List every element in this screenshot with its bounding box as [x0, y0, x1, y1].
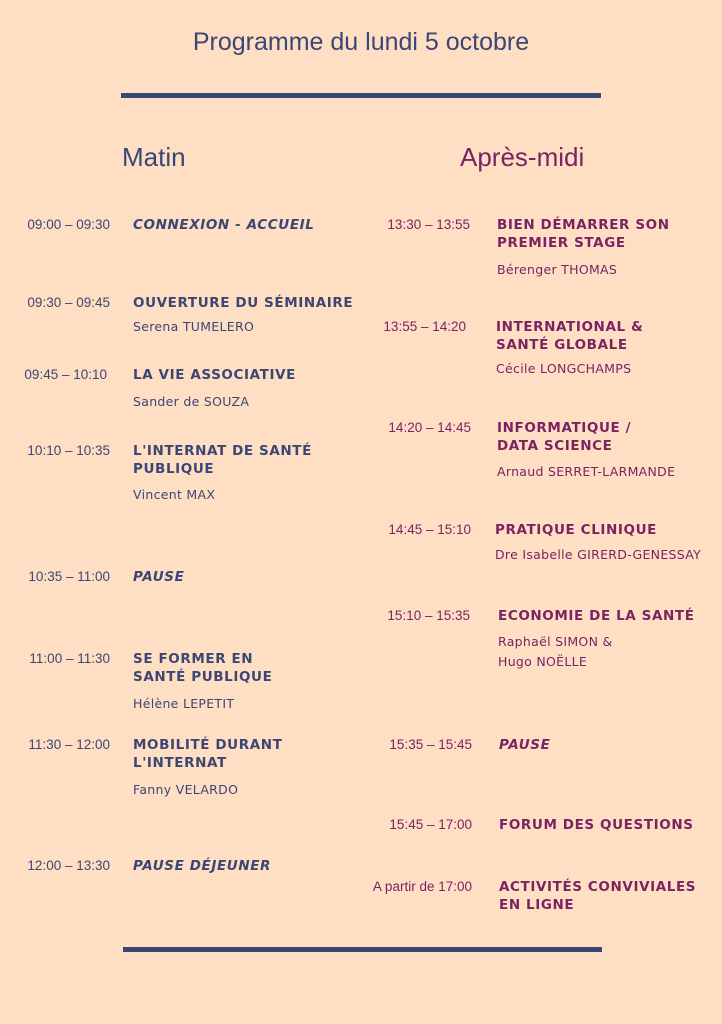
event-title: OUVERTURE DU SÉMINAIRE	[133, 295, 354, 311]
event-title: L'INTERNAT DE SANTÉ PUBLIQUE	[133, 443, 312, 477]
speaker-name: Cécile LONGCHAMPS	[496, 361, 632, 376]
time-slot: 09:45 – 10:10	[24, 367, 107, 382]
speaker-name: Sander de SOUZA	[133, 394, 250, 409]
time-slot: 10:10 – 10:35	[27, 443, 110, 458]
top-divider	[121, 93, 601, 98]
event-title: BIEN DÉMARRER SON PREMIER STAGE	[497, 217, 670, 251]
afternoon-heading: Après-midi	[460, 142, 585, 172]
bottom-divider	[123, 947, 602, 952]
event-title: INFORMATIQUE / DATA SCIENCE	[497, 420, 632, 454]
time-slot: 14:45 – 15:10	[388, 522, 471, 537]
time-slot: 13:55 – 14:20	[383, 319, 466, 334]
time-slot: 14:20 – 14:45	[388, 420, 471, 435]
time-slot: 11:00 – 11:30	[29, 651, 110, 666]
speaker-name: Bérenger THOMAS	[497, 262, 618, 277]
event-title: INTERNATIONAL & SANTÉ GLOBALE	[496, 319, 644, 353]
speaker-name: Fanny VELARDO	[133, 782, 239, 797]
time-slot: 15:10 – 15:35	[387, 608, 470, 623]
event-title: MOBILITÉ DURANT L'INTERNAT	[133, 737, 283, 771]
speaker-name: Arnaud SERRET-LARMANDE	[497, 464, 676, 479]
page-title: Programme du lundi 5 octobre	[192, 28, 530, 56]
time-slot: 15:45 – 17:00	[389, 817, 472, 832]
speaker-name: Hugo NOËLLE	[498, 654, 588, 669]
time-slot: 13:30 – 13:55	[387, 217, 470, 232]
event-title: SE FORMER EN SANTÉ PUBLIQUE	[133, 651, 273, 685]
time-slot: 11:30 – 12:00	[28, 737, 110, 752]
event-title: PRATIQUE CLINIQUE	[495, 522, 657, 538]
event-title: ACTIVITÉS CONVIVIALES EN LIGNE	[499, 879, 697, 913]
event-title: ECONOMIE DE LA SANTÉ	[498, 608, 695, 624]
time-slot: 09:30 – 09:45	[27, 295, 110, 310]
speaker-name: Vincent MAX	[133, 487, 216, 502]
speaker-name: Serena TUMELERO	[133, 319, 255, 334]
speaker-name: Dre Isabelle GIRERD-GENESSAY	[495, 547, 702, 562]
time-slot: A partir de 17:00	[372, 879, 472, 894]
speaker-name: Hélène LEPETIT	[133, 696, 235, 711]
event-title: CONNEXION - ACCUEIL	[133, 217, 315, 233]
event-title: LA VIE ASSOCIATIVE	[133, 367, 296, 383]
time-slot: 15:35 – 15:45	[389, 737, 472, 752]
event-title: PAUSE DÉJEUNER	[133, 858, 272, 874]
time-slot: 10:35 – 11:00	[28, 569, 110, 584]
event-title: FORUM DES QUESTIONS	[499, 817, 694, 833]
time-slot: 09:00 – 09:30	[27, 217, 110, 232]
morning-heading: Matin	[122, 142, 186, 172]
time-slot: 12:00 – 13:30	[27, 858, 110, 873]
event-title: PAUSE	[133, 569, 185, 585]
event-title: PAUSE	[499, 737, 551, 753]
speaker-name: Raphaël SIMON &	[498, 634, 613, 649]
